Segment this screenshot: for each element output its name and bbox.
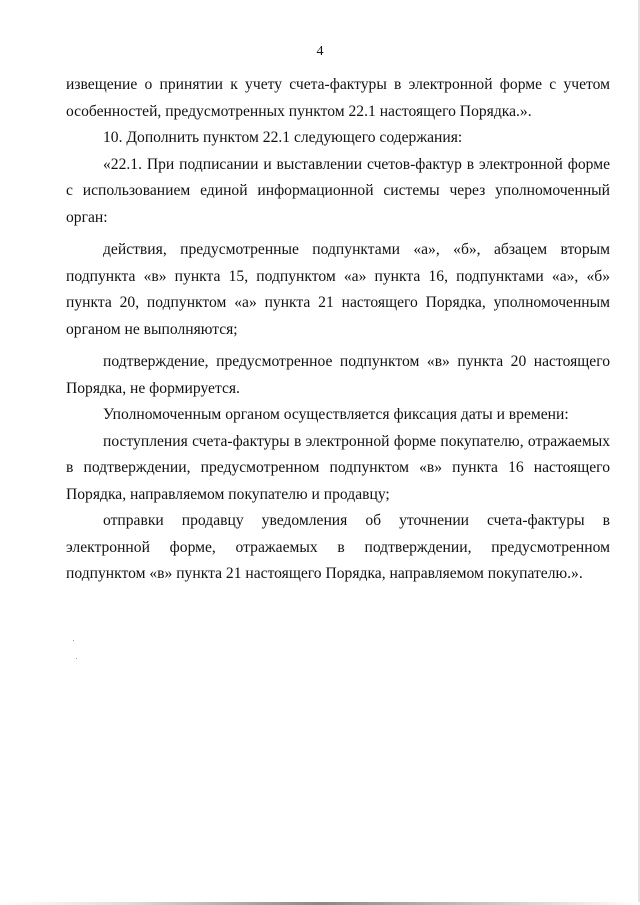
paragraph-fixation-intro: Уполномоченным органом осуществляется фиксация даты и времени:: [103, 406, 569, 423]
paragraph-22-1-intro: «22.1. При подписании и выставлении счетов-фактур в электронной форме с использованием единой информационной системы через уполномоченный орган:: [66, 155, 610, 226]
page-number: 4: [316, 44, 324, 59]
paragraph-continuation: извещение о принятии к учету счета-фактуры в электронной форме с учетом особенностей, предусмотренных пунктом 22.1 настоящего Порядка.».: [66, 76, 610, 120]
document-body: [66, 72, 610, 588]
paragraph-item-10: 10. Дополнить пунктом 22.1 следующего содержания:: [103, 129, 463, 146]
paragraph-receipt-fixation: поступления счета-фактуры в электронной форме покупателю, отражаемых в подтверждении, предусмотренном подпунктом «в» пункта 16 настоящего Порядка, направляемом покупателю и продавцу;: [66, 432, 610, 503]
scan-speck: [73, 640, 74, 641]
paragraph-notice-fixation: отправки продавцу уведомления об уточнении счета-фактуры в электронной форме, отражаемых в подтверждении, предусмотренном подпунктом «в» пункта 21 настоящего Порядка, направляемом покупателю.».: [66, 512, 610, 582]
paragraph-confirmation-not-formed: подтверждение, предусмотренное подпунктом «в» пункта 20 настоящего Порядка, не формируется.: [66, 353, 610, 397]
paragraph-actions-not-performed: действия, предусмотренные подпунктами «а», «б», абзацем вторым подпункта «в» пункта 15, подпунктом «а» пункта 16, подпунктами «а», «б» пункта 20, подпунктом «а» пункта 21 настоящего Порядка, уполномоченным органом не выполняются;: [66, 241, 610, 338]
scan-speck: [76, 658, 77, 659]
